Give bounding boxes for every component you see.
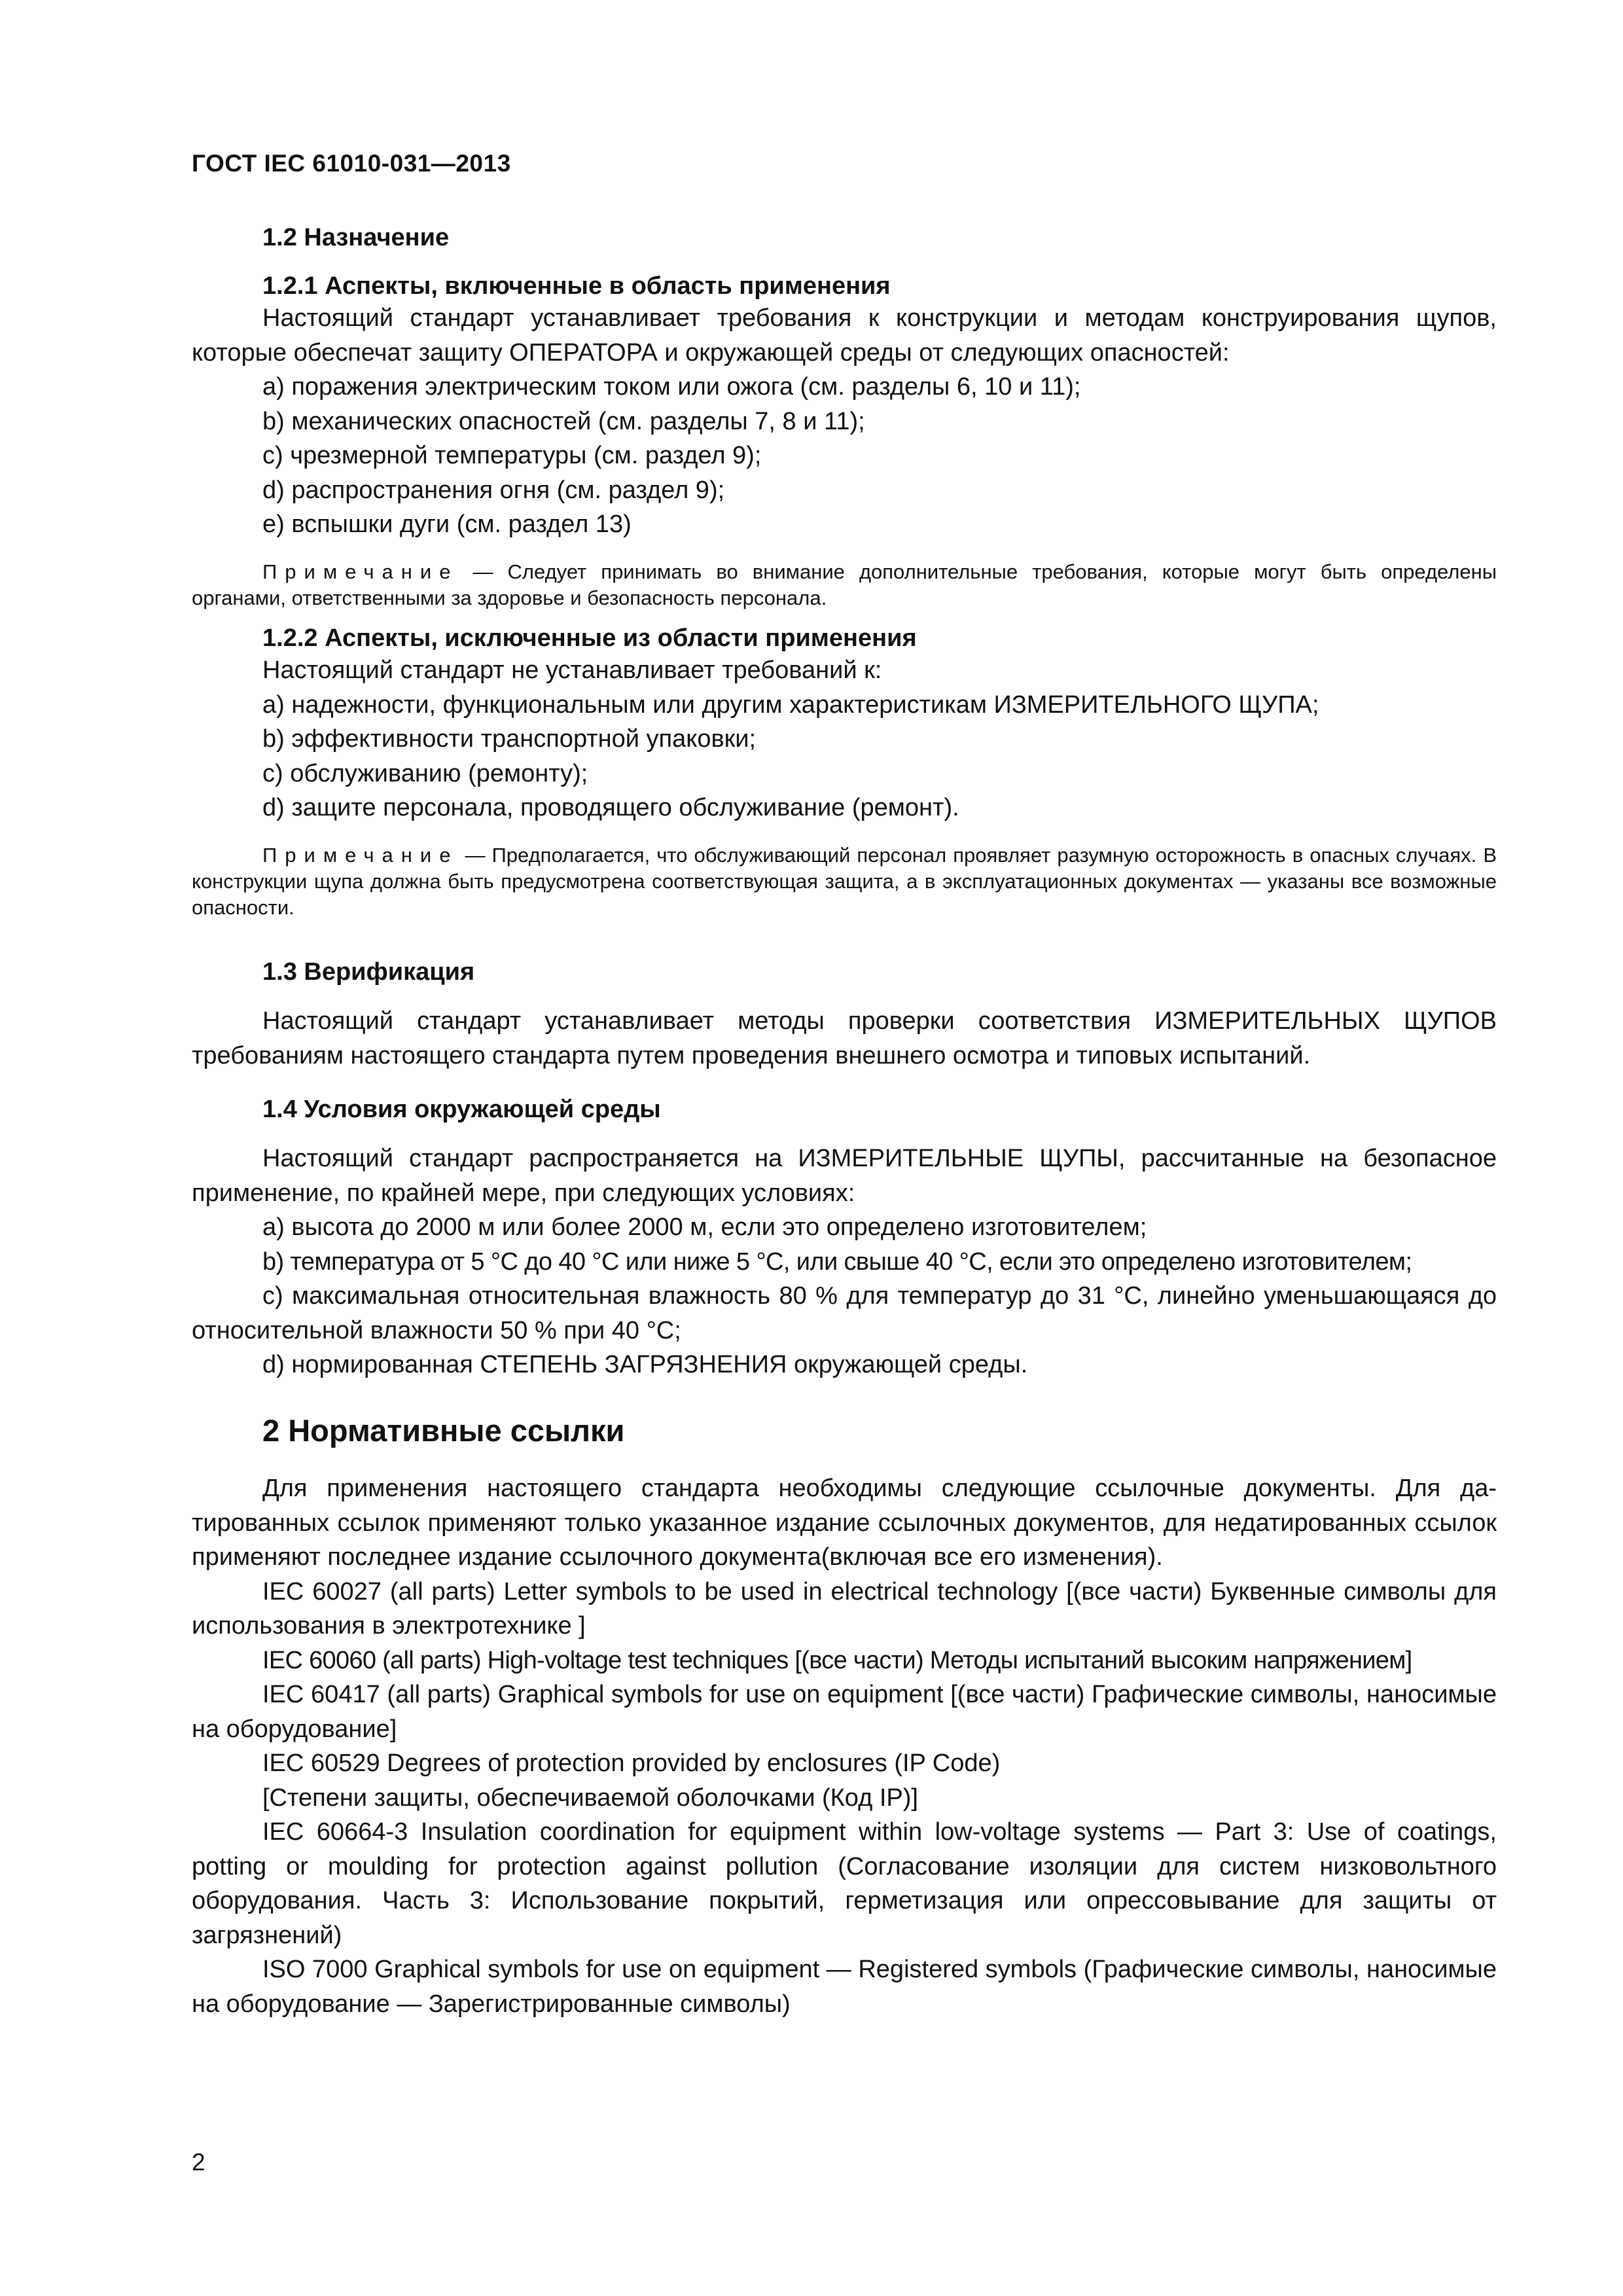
section-1-3-title: 1.3 Верификация <box>262 958 475 986</box>
section-1-2-2 <box>192 623 1497 921</box>
note <box>192 842 1497 921</box>
reference-item: [Степени защиты, обеспечиваемой оболочками (Код IP)] <box>262 1784 918 1812</box>
document-code-header: ГОСТ IEC 61010-031—2013 <box>192 150 511 177</box>
list-item: b) эффективности транспортной упаковки; <box>262 725 757 753</box>
section-1-2-1-title: 1.2.1 Аспекты, включенные в область применения <box>262 272 891 300</box>
section-1-2-title: 1.2 Назначение <box>262 224 450 251</box>
list-item: c) чрезмерной температуры (см. раздел 9); <box>262 442 762 469</box>
reference-item: IEC 60529 Degrees of protection provided by enclosures (IP Code) <box>262 1749 1001 1777</box>
reference-item: IEC 60417 (all parts) Graphical symbols for use on equipment [(все части) Графические символы, наносимые на оборудование] <box>192 1681 1497 1743</box>
note-label: Примечание <box>262 560 459 583</box>
section-2-intro: Для применения настоящего стандарта необходимы следующие ссылочные документы. Для датированных ссылок применяют только указанное издание ссылочных документов, для недатированных ссылок применяют последнее издание ссылочного документа(включая все его изменения). <box>192 1475 1497 1571</box>
section-2-title: 2 Нормативные ссылки <box>262 1413 625 1448</box>
list-item: c) обслуживанию (ремонту); <box>262 759 588 787</box>
note <box>192 559 1497 611</box>
list-item: a) надежности, функциональным или другим характеристикам ИЗМЕРИТЕЛЬНОГО ЩУПА; <box>262 691 1319 719</box>
reference-item: IEC 60027 (all parts) Letter symbols to be used in electrical technology [(все части) Буквенные символы для использования в электротехнике ] <box>192 1577 1497 1640</box>
note-label: Примечание <box>262 843 459 867</box>
section-1-4 <box>192 1094 1497 1382</box>
note-text: — Следует принимать во внимание дополнительные требования, которые могут быть определены органами, ответственными за здоровье и безопасность персонала. <box>192 560 1497 609</box>
section-1-3 <box>192 957 1497 1073</box>
list-item: d) нормированная СТЕПЕНЬ ЗАГРЯЗНЕНИЯ окружающей среды. <box>262 1351 1028 1378</box>
reference-item: ISO 7000 Graphical symbols for use on equipment — Registered symbols (Графические символы, наносимые на оборудование — Зарегистрированные символы) <box>192 1956 1497 2018</box>
list-item: e) вспышки дуги (см. раздел 13) <box>262 511 632 538</box>
list-item: d) защите персонала, проводящего обслуживание (ремонт). <box>262 794 959 821</box>
list-item: d) распространения огня (см. раздел 9); <box>262 476 725 504</box>
list-item: a) поражения электрическим током или ожога (см. разделы 6, 10 и 11); <box>262 373 1081 401</box>
section-1-2-2-intro: Настоящий стандарт не устанавливает требований к: <box>262 656 882 684</box>
section-1-4-title: 1.4 Условия окружающей среды <box>262 1096 661 1123</box>
section-1-2-2-title: 1.2.2 Аспекты, исключенные из области применения <box>262 624 917 652</box>
list-item: b) механических опасностей (см. разделы 7, 8 и 11); <box>262 407 865 435</box>
reference-item: IEC 60060 (all parts) High-voltage test techniques [(все части) Методы испытаний высоким напряжением] <box>262 1646 1412 1674</box>
reference-item: IEC 60664-3 Insulation coordination for equipment within low-voltage systems — Part 3: Use of coatings, potting or moulding for protection against pollution (Согласование изоляции для систем низковольтного оборудования. Часть 3: Использование покрытий, герметизация или опрессовывание для защиты от загрязнений) <box>192 1818 1497 1949</box>
note-text: — Предполагается, что обслуживающий персонал проявляет разумную осторожность в опасных случаях. В конструкции щупа должна быть предусмотрена соответствующая защита, а в эксплуатационных документах — указаны все возможные опасности. <box>192 843 1497 919</box>
list-item: a) высота до 2000 м или более 2000 м, если это определено изготовителем; <box>262 1213 1147 1241</box>
section-2 <box>192 1412 1497 2021</box>
list-item: b) температура от 5 °С до 40 °С или ниже 5 °С, или свыше 40 °С, если это определено изготовителем; <box>262 1247 1412 1276</box>
section-1-2-1 <box>192 271 1497 611</box>
section-1-2 <box>192 223 1497 253</box>
list-item: c) максимальная относительная влажность 80 % для температур до 31 °С, линейно уменьшающаяся до относительной влажности 50 % при 40 °С; <box>192 1282 1497 1344</box>
page-number: 2 <box>192 2149 205 2176</box>
section-1-4-intro: Настоящий стандарт распространяется на ИЗМЕРИТЕЛЬНЫЕ ЩУПЫ, рассчитанные на безопасное применение, по крайней мере, при следующих условиях: <box>192 1145 1497 1207</box>
section-1-3-text: Настоящий стандарт устанавливает методы проверки соответствия ИЗМЕРИТЕЛЬНЫХ ЩУПОВ требованиям настоящего стандарта путем проведения внешнего осмотра и типовых испытаний. <box>192 1007 1497 1069</box>
section-1-2-1-intro: Настоящий стандарт устанавливает требования к конструкции и методам конструирования щупов, которые обеспечат защиту ОПЕРАТОРА и окружающей среды от следующих опасностей: <box>192 304 1497 367</box>
